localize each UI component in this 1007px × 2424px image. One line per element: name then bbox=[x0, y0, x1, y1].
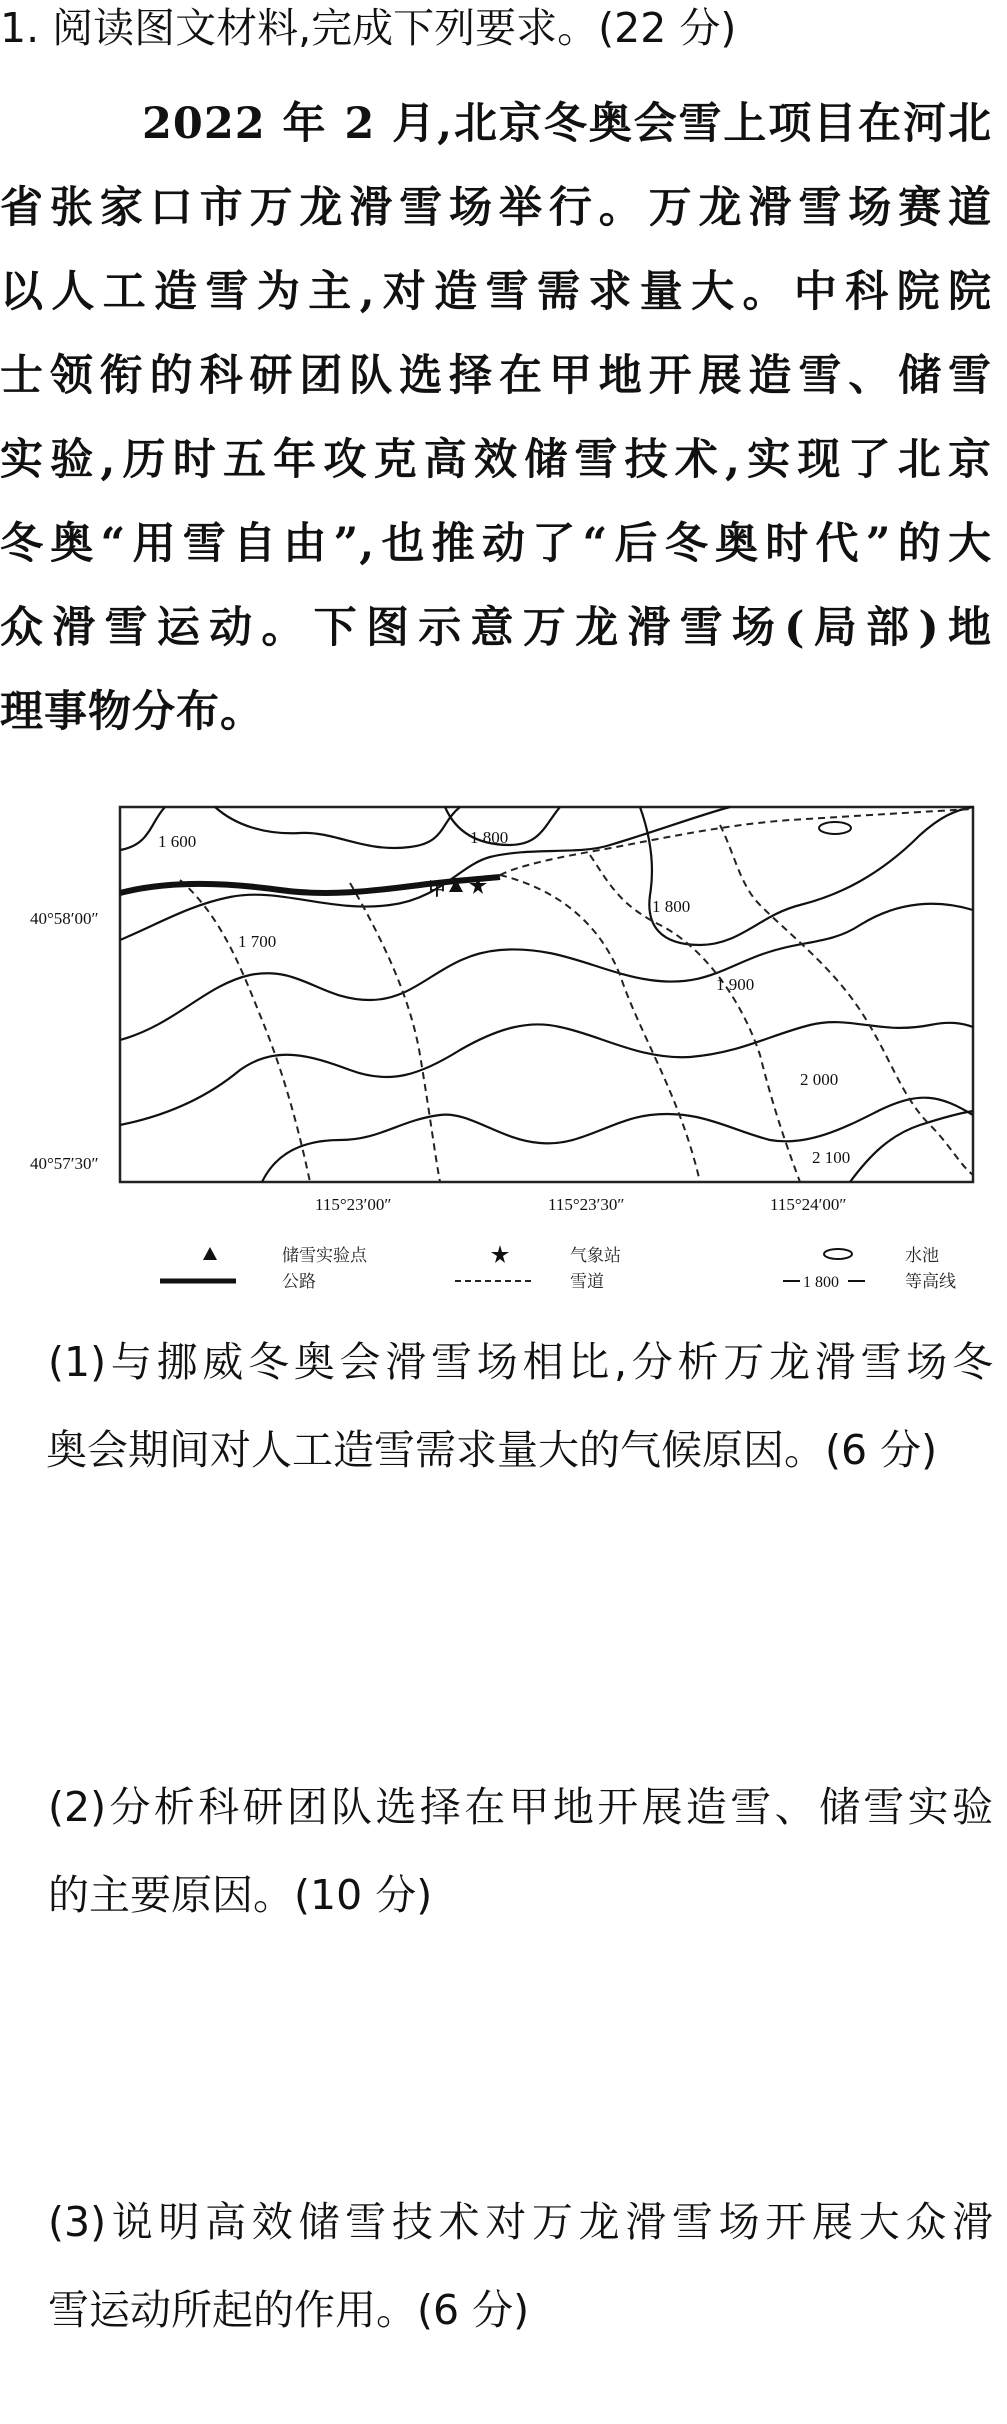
longitude-label: 115°23′00″ bbox=[315, 1195, 392, 1214]
passage-line: 众滑雪运动。下图示意万龙滑雪场(局部)地 bbox=[0, 603, 992, 653]
ski-run bbox=[590, 855, 800, 1182]
contour-line bbox=[120, 807, 730, 940]
sub-question-line: 的主要原因。(10 分) bbox=[48, 1871, 433, 1919]
latitude-label: 40°58′00″ bbox=[30, 909, 99, 928]
contour-label: 1 600 bbox=[158, 832, 197, 851]
passage-line: 理事物分布。 bbox=[0, 687, 264, 737]
sub-question-line: (3)说明高效储雪技术对万龙滑雪场开展大众滑 bbox=[48, 2198, 993, 2246]
passage-line: 冬奥“用雪自由”,也推动了“后冬奥时代”的大 bbox=[0, 519, 992, 569]
passage-line: 实验,历时五年攻克高效储雪技术,实现了北京 bbox=[0, 435, 992, 485]
question-title: 1. 阅读图文材料,完成下列要求。(22 分) bbox=[0, 4, 737, 52]
legend-contour: 等高线 bbox=[905, 1272, 956, 1292]
legend-contour-value: 1 800 bbox=[803, 1274, 839, 1291]
contour-line bbox=[640, 807, 973, 945]
legend-weather-station-icon bbox=[491, 1245, 509, 1263]
sub-question-2 bbox=[48, 1763, 993, 1939]
ski-run bbox=[500, 809, 973, 875]
contour-lines bbox=[120, 807, 973, 1182]
legend-ski-run: 雪道 bbox=[570, 1272, 604, 1292]
sub-question-line: (2)分析科研团队选择在甲地开展造雪、储雪实验 bbox=[48, 1783, 993, 1831]
contour-line bbox=[262, 1098, 973, 1182]
sub-question-line: (1)与挪威冬奥会滑雪场相比,分析万龙滑雪场冬 bbox=[48, 1338, 993, 1386]
passage-line: 士领衔的科研团队选择在甲地开展造雪、储雪 bbox=[0, 351, 992, 401]
latitude-label: 40°57′30″ bbox=[30, 1154, 99, 1173]
longitude-label: 115°23′30″ bbox=[548, 1195, 625, 1214]
place-label-jia: 甲 bbox=[428, 879, 446, 899]
pond-icon bbox=[819, 822, 851, 834]
contour-line bbox=[215, 807, 460, 848]
sub-question-line: 雪运动所起的作用。(6 分) bbox=[48, 2286, 530, 2334]
legend-road: 公路 bbox=[282, 1272, 316, 1292]
ski-run bbox=[500, 875, 700, 1182]
contour-line bbox=[850, 1111, 973, 1182]
contour-label: 2 000 bbox=[800, 1070, 839, 1089]
ski-runs bbox=[180, 809, 973, 1182]
passage-line: 2022 年 2 月,北京冬奥会雪上项目在河北 bbox=[142, 99, 992, 149]
contour-line bbox=[120, 1022, 973, 1125]
ski-run bbox=[180, 880, 310, 1182]
passage-line: 省张家口市万龙滑雪场举行。万龙滑雪场赛道 bbox=[0, 183, 992, 233]
sub-question-1 bbox=[48, 1318, 993, 1494]
map-svg bbox=[0, 795, 1007, 1315]
contour-label: 1 800 bbox=[470, 828, 509, 847]
contour-label: 1 800 bbox=[652, 897, 691, 916]
legend-weather-station: 气象站 bbox=[570, 1246, 621, 1266]
legend-snow-site-icon bbox=[203, 1247, 217, 1260]
ski-resort-map bbox=[0, 795, 1007, 1315]
legend-pond-icon bbox=[824, 1249, 852, 1259]
material-passage bbox=[0, 82, 992, 754]
ski-run bbox=[720, 825, 973, 1175]
sub-question-3 bbox=[48, 2178, 993, 2354]
contour-label: 2 100 bbox=[812, 1148, 851, 1167]
contour-label: 1 700 bbox=[238, 932, 277, 951]
passage-line: 以人工造雪为主,对造雪需求量大。中科院院 bbox=[0, 267, 992, 317]
legend-snow-site: 储雪实验点 bbox=[282, 1246, 367, 1266]
longitude-label: 115°24′00″ bbox=[770, 1195, 847, 1214]
legend-pond: 水池 bbox=[905, 1246, 939, 1266]
contour-line bbox=[120, 904, 973, 1040]
sub-question-line: 奥会期间对人工造雪需求量大的气候原因。(6 分) bbox=[46, 1426, 938, 1474]
contour-label: 1 900 bbox=[716, 975, 755, 994]
